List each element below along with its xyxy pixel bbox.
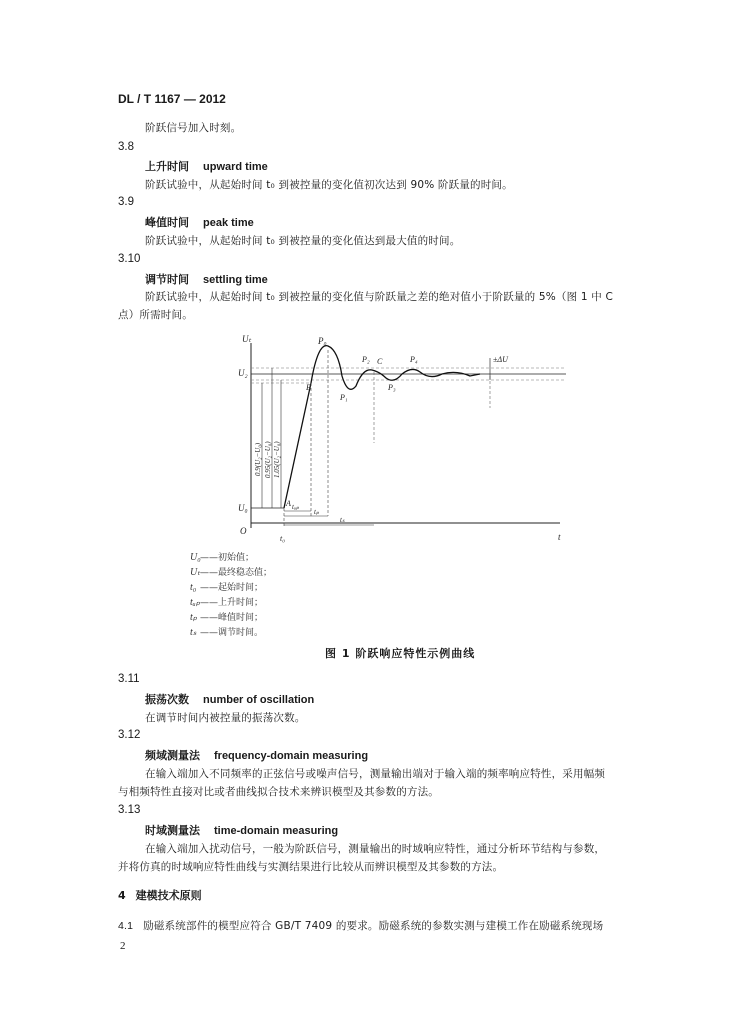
legend-desc: ——最终稳态值； [200, 568, 273, 578]
legend-symbol: Uₜ [190, 567, 201, 578]
definition-text: 阶跃试验中，从起始时间 t₀ 到被控量的变化值与阶跃量之差的绝对值小于阶跃量的 5%（图 1 中 C [145, 291, 614, 303]
response-curve [284, 346, 480, 508]
label-b: B [306, 383, 311, 392]
label-p4: P₄ [410, 355, 418, 364]
legend-symbol: tₛ [190, 627, 197, 638]
label-t0: t₀ [280, 534, 286, 543]
term-heading [145, 747, 368, 763]
chapter-heading [118, 887, 202, 903]
label-u2: U₂ [238, 368, 248, 378]
standard-code: DL / T 1167 — 2012 [118, 92, 226, 106]
definition-text: 在输入端加入不同频率的正弦信号或噪声信号，测量输出端对于输入端的频率响应特性，采用幅频 [145, 768, 606, 780]
label-tp: tₚ [314, 508, 319, 516]
clause-number: 4.1 [118, 920, 134, 932]
term-heading [145, 158, 268, 174]
definition-text: 在输入端加入扰动信号，一般为阶跃信号，测量输出的时域响应特性，通过分析环节结构与参数， [145, 843, 606, 855]
legend-symbol: tₚ [190, 612, 198, 623]
legend-item [190, 610, 263, 623]
legend-item [190, 580, 263, 593]
clause-4-1 [118, 918, 603, 933]
clause-text: 励磁系统部件的模型应符合 GB/T 7409 的要求。励磁系统的参数实测与建模工作在励磁系统现场 [143, 920, 604, 932]
legend-symbol: U₀ [190, 552, 201, 563]
definition-text: 并将仿真的时域响应特性曲线与实测结果进行比较从而辨识模型及其参数的方法。 [118, 861, 504, 873]
label-ts: tₛ [340, 516, 345, 524]
label-v3: 1.05(U₂−U₀) [273, 441, 281, 478]
legend-desc: ——上升时间； [200, 598, 264, 608]
label-t-axis: t [558, 532, 561, 542]
label-p0: P₀ [318, 336, 327, 346]
label-p3: P₃ [388, 383, 396, 392]
term-heading [145, 691, 314, 707]
term-cn: 调节时间 [145, 273, 189, 286]
term-en: upward time [203, 161, 268, 173]
label-u0: U₀ [238, 503, 248, 513]
label-ut: Uₜ [242, 334, 252, 344]
label-origin: O [240, 526, 247, 536]
label-tup: tᵤₚ [292, 503, 299, 511]
definition-text: 与相频特性直接对比或者曲线拟合技术来辨识模型及其参数的方法。 [118, 786, 439, 798]
legend-desc: ——初始值； [200, 553, 255, 563]
term-en: settling time [203, 274, 268, 286]
section-number: 3.11 [118, 673, 140, 685]
section-number: 3.13 [118, 804, 141, 816]
label-c: C [377, 357, 383, 366]
term-cn: 上升时间 [145, 160, 189, 173]
section-number: 3.12 [118, 729, 141, 741]
section-number: 3.9 [118, 196, 134, 208]
term-heading [145, 822, 338, 838]
term-en: frequency-domain measuring [214, 750, 369, 762]
section-number: 3.8 [118, 141, 134, 153]
term-en: time-domain measuring [214, 825, 339, 837]
figure-caption: 图 1 阶跃响应特性示例曲线 [325, 647, 476, 660]
term-en: number of oscillation [203, 694, 315, 706]
legend-symbol: t₀ [190, 582, 197, 593]
legend-desc: ——起始时间； [200, 583, 264, 593]
label-p2: P₂ [362, 355, 370, 364]
label-p1: P₁ [340, 393, 348, 402]
term-cn: 峰值时间 [145, 216, 189, 229]
term-en: peak time [203, 217, 254, 229]
term-heading [145, 214, 254, 230]
term-cn: 振荡次数 [145, 693, 189, 706]
legend-item [190, 595, 263, 608]
legend-desc: ——峰值时间； [200, 613, 264, 623]
term-cn: 频域测量法 [145, 749, 200, 762]
definition-text: 在调节时间内被控量的振荡次数。 [145, 712, 306, 724]
term-heading [145, 271, 268, 287]
chapter-title: 建模技术原则 [135, 889, 202, 902]
legend-item [190, 625, 263, 638]
legend-desc: ——调节时间。 [200, 628, 264, 638]
definition-text: 阶跃试验中，从起始时间 t₀ 到被控量的变化值初次达到 90% 阶跃量的时间。 [145, 179, 513, 191]
intro-line: 阶跃信号加入时刻。 [145, 122, 242, 134]
label-delta-u: ±ΔU [493, 355, 508, 364]
chapter-number: 4 [118, 889, 126, 902]
definition-text: 点）所需时间。 [118, 309, 193, 321]
term-cn: 时域测量法 [145, 824, 200, 837]
label-v1: 0.9(U₂−U₀) [254, 442, 262, 476]
page-number: 2 [120, 940, 126, 952]
legend-item [190, 565, 272, 578]
label-a: A [286, 499, 291, 508]
legend-item [190, 550, 254, 563]
definition-text: 阶跃试验中，从起始时间 t₀ 到被控量的变化值达到最大值的时间。 [145, 235, 461, 247]
step-response-figure [180, 328, 580, 548]
legend-symbol: tᵤₚ [190, 597, 200, 608]
section-number: 3.10 [118, 253, 141, 265]
label-v2: 0.95(U₂−U₀) [264, 441, 272, 478]
